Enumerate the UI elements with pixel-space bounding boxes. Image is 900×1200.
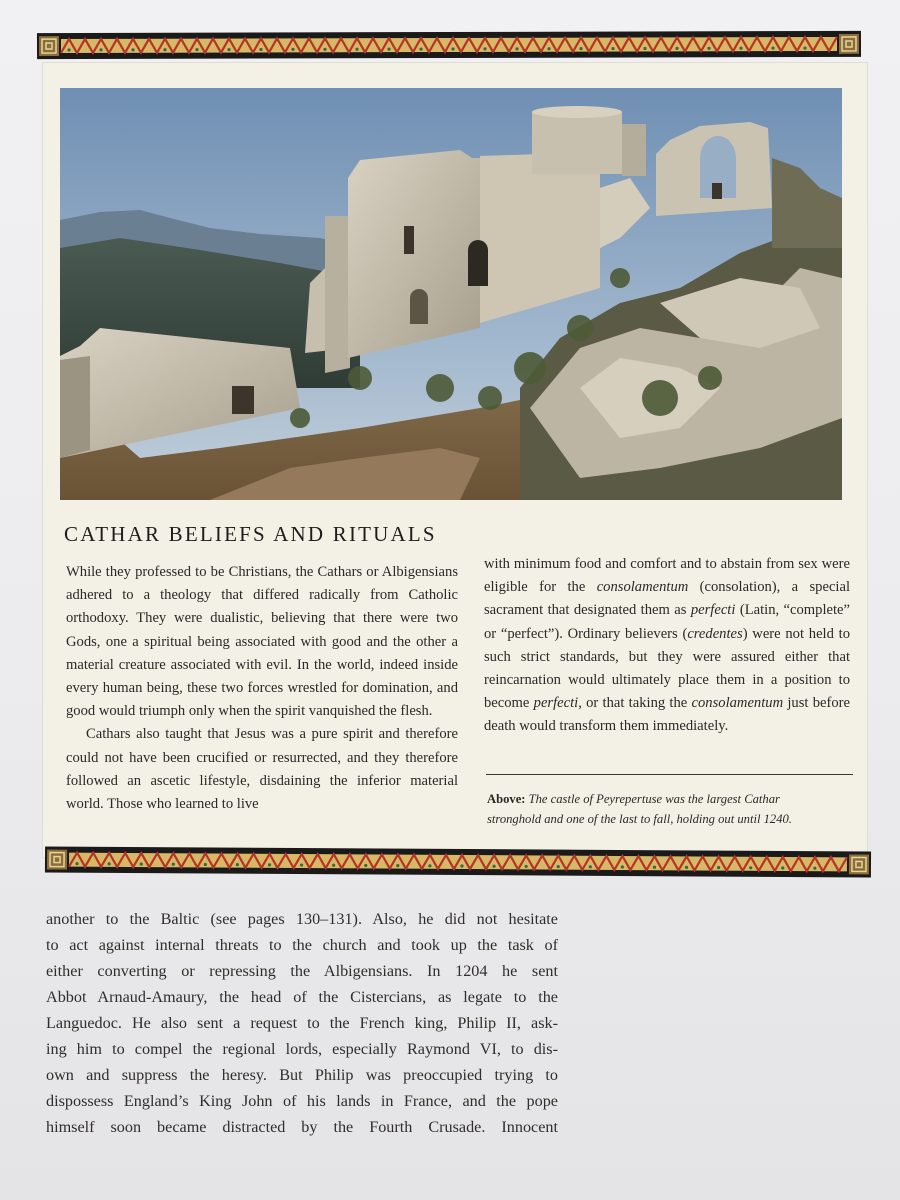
sidebar-left-column <box>66 561 458 816</box>
sidebar-paragraph-1: While they professed to be Christians, the Cathars or Albigensians adhered to a theology that differed radically from Catholic orthodoxy. They were dualistic, believing that there were two Gods, one a spiritual being associated with good and the other a material creature associated with evil. In the world, indeed inside every human being, these two forces wrestled for domination, and good would triumph only when the spirit vanquished the flesh. <box>66 564 458 720</box>
body-line: another to the Baltic (see pages 130–131). Also, he did not hesitate <box>46 910 558 928</box>
caption-line-2: stronghold and one of the last to fall, holding out until 1240. <box>487 812 792 826</box>
body-line: either converting or repressing the Albigensians. In 1204 he sent <box>46 962 558 980</box>
body-line: Abbot Arnaud-Amaury, the head of the Cistercians, as legate to the <box>46 988 558 1006</box>
sidebar-paragraph-3: with minimum food and comfort and to abstain from sex were eligible for the consolamentum (consolation), a special sacrament that designated them as perfecti (Latin, “complete” or “perfect”). Ordinary believers (credentes) were not held to such strict standards, but they were assured either that reincarnation would ultimately place them in a position to become perfecti, or that taking the consolamentum just before death would transform them immediately. <box>484 556 851 735</box>
sidebar-title: CATHAR BELIEFS AND RITUALS <box>64 522 437 546</box>
caption-line-1: The castle of Peyrepertuse was the largest Cathar <box>525 792 780 806</box>
ornament-pattern-bottom <box>47 849 869 874</box>
ornament-pattern-top <box>39 34 859 56</box>
body-line: Languedoc. He also sent a request to the French king, Philip II, ask- <box>46 1014 558 1032</box>
body-line: himself soon became distracted by the Fourth Crusade. Innocent <box>46 1118 558 1136</box>
caption-divider <box>486 774 853 775</box>
castle-photo <box>60 88 842 500</box>
sidebar-right-column <box>484 553 850 739</box>
body-line: own and suppress the heresy. But Philip was preoccupied trying to <box>46 1066 558 1084</box>
sidebar-paragraph-2: Cathars also taught that Jesus was a pure spirit and therefore could not have been crucified or resurrected, and they therefore followed an ascetic lifestyle, disdaining the inferior material world. Those who learned to live <box>66 726 458 813</box>
decorative-border-bottom <box>45 846 871 877</box>
body-line: to act against internal threats to the church and took up the task of <box>46 936 558 954</box>
body-line: ing him to compel the regional lords, especially Raymond VI, to dis- <box>46 1040 558 1058</box>
caption-lead: Above: <box>487 792 526 806</box>
decorative-border-top <box>37 31 861 59</box>
main-body-text <box>46 906 558 1140</box>
body-line: dispossess England’s King John of his lands in France, and the pope <box>46 1092 558 1110</box>
photo-caption <box>487 789 857 829</box>
